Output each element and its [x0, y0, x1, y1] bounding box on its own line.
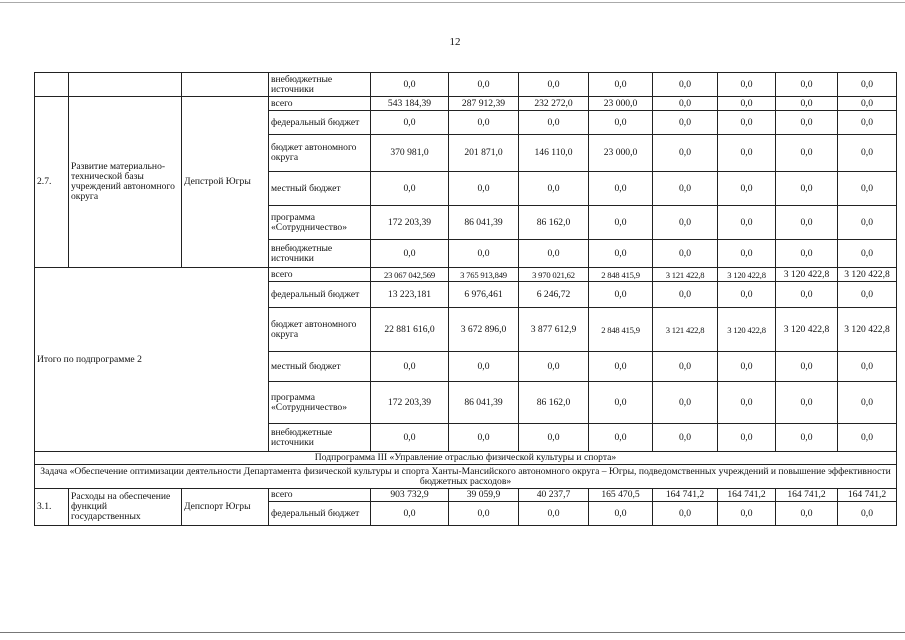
value-cell: 0,0 [653, 382, 718, 424]
value-cell: 0,0 [653, 352, 718, 382]
value-cell: 146 110,0 [519, 135, 589, 172]
value-cell: 3 121 422,8 [653, 308, 718, 352]
item-name: Развитие материально-технической базы учреждений автономного округа [69, 97, 182, 268]
value-cell: 0,0 [589, 206, 653, 240]
value-cell: 0,0 [449, 352, 519, 382]
value-cell: 0,0 [653, 240, 718, 268]
value-cell: 0,0 [519, 172, 589, 206]
value-cell: 0,0 [589, 111, 653, 135]
scan-line-top [0, 2, 905, 3]
value-cell: 40 237,7 [519, 489, 589, 502]
source-label: внебюджетные источники [269, 240, 371, 268]
total-sub2-name: Итого по подпрограмме 2 [35, 268, 269, 452]
value-cell: 165 470,5 [589, 489, 653, 502]
value-cell: 86 162,0 [519, 382, 589, 424]
value-cell: 0,0 [653, 172, 718, 206]
source-label: бюджет автономного округа [269, 135, 371, 172]
value-cell: 0,0 [653, 424, 718, 452]
task-text: Задача «Обеспечение оптимизации деятельности Департамента физической культуры и спорта Ханты-Мансийского автономного округа – Югры, подведомственных учреждений и повышение эффективности бюджетных расходов» [35, 465, 897, 489]
value-cell: 0,0 [589, 502, 653, 526]
value-cell: 0,0 [589, 240, 653, 268]
value-cell: 0,0 [838, 73, 897, 97]
value-cell: 0,0 [776, 73, 838, 97]
budget-table [34, 72, 897, 526]
value-cell: 0,0 [838, 206, 897, 240]
value-cell: 0,0 [653, 282, 718, 308]
value-cell: 0,0 [776, 97, 838, 111]
value-cell: 0,0 [718, 240, 776, 268]
empty-cell [69, 73, 182, 97]
value-cell: 23 000,0 [589, 97, 653, 111]
item-index: 3.1. [35, 489, 69, 526]
value-cell: 370 981,0 [371, 135, 449, 172]
value-cell: 201 871,0 [449, 135, 519, 172]
value-cell: 3 121 422,8 [653, 268, 718, 282]
value-cell: 0,0 [589, 424, 653, 452]
value-cell: 22 881 616,0 [371, 308, 449, 352]
value-cell: 0,0 [718, 382, 776, 424]
source-label: бюджет автономного округа [269, 308, 371, 352]
value-cell: 0,0 [653, 97, 718, 111]
value-cell: 0,0 [589, 382, 653, 424]
value-cell: 0,0 [838, 97, 897, 111]
value-cell: 287 912,39 [449, 97, 519, 111]
value-cell: 0,0 [718, 206, 776, 240]
value-cell: 0,0 [371, 424, 449, 452]
value-cell: 3 120 422,8 [718, 308, 776, 352]
value-cell: 0,0 [653, 206, 718, 240]
item-name: Расходы на обеспечение функций государственных [69, 489, 182, 526]
item-executor: Депспорт Югры [182, 489, 269, 526]
value-cell: 0,0 [449, 502, 519, 526]
value-cell: 0,0 [589, 73, 653, 97]
table-row [35, 73, 897, 97]
value-cell: 0,0 [519, 73, 589, 97]
source-label: всего [269, 268, 371, 282]
value-cell: 903 732,9 [371, 489, 449, 502]
value-cell: 0,0 [589, 352, 653, 382]
value-cell: 0,0 [718, 172, 776, 206]
empty-cell [35, 73, 69, 97]
source-label: местный бюджет [269, 352, 371, 382]
value-cell: 0,0 [718, 97, 776, 111]
value-cell: 0,0 [838, 111, 897, 135]
value-cell: 39 059,9 [449, 489, 519, 502]
value-cell: 0,0 [718, 73, 776, 97]
table-row [35, 268, 897, 282]
value-cell: 0,0 [838, 240, 897, 268]
value-cell: 0,0 [653, 135, 718, 172]
value-cell: 0,0 [718, 111, 776, 135]
value-cell: 3 672 896,0 [449, 308, 519, 352]
value-cell: 0,0 [449, 172, 519, 206]
value-cell: 0,0 [653, 111, 718, 135]
value-cell: 0,0 [838, 382, 897, 424]
value-cell: 0,0 [776, 240, 838, 268]
source-label: программа «Сотрудничество» [269, 206, 371, 240]
value-cell: 0,0 [838, 172, 897, 206]
value-cell: 0,0 [589, 282, 653, 308]
value-cell: 0,0 [838, 282, 897, 308]
value-cell: 0,0 [776, 172, 838, 206]
value-cell: 0,0 [519, 111, 589, 135]
table-row [35, 452, 897, 465]
table-row [35, 97, 897, 111]
value-cell: 13 223,181 [371, 282, 449, 308]
value-cell: 0,0 [519, 502, 589, 526]
value-cell: 0,0 [776, 424, 838, 452]
value-cell: 164 741,2 [838, 489, 897, 502]
source-label: местный бюджет [269, 172, 371, 206]
source-label: всего [269, 97, 371, 111]
value-cell: 164 741,2 [718, 489, 776, 502]
value-cell: 3 120 422,8 [838, 308, 897, 352]
value-cell: 0,0 [653, 502, 718, 526]
value-cell: 0,0 [776, 502, 838, 526]
value-cell: 232 272,0 [519, 97, 589, 111]
value-cell: 0,0 [776, 282, 838, 308]
item-index: 2.7. [35, 97, 69, 268]
item-executor: Депстрой Югры [182, 97, 269, 268]
empty-cell [182, 73, 269, 97]
subprogram-title: Подпрограмма III «Управление отраслью физической культуры и спорта» [35, 452, 897, 465]
value-cell: 0,0 [838, 135, 897, 172]
value-cell: 0,0 [371, 352, 449, 382]
value-cell: 0,0 [838, 352, 897, 382]
value-cell: 543 184,39 [371, 97, 449, 111]
source-label: всего [269, 489, 371, 502]
value-cell: 0,0 [519, 352, 589, 382]
value-cell: 172 203,39 [371, 382, 449, 424]
value-cell: 0,0 [371, 172, 449, 206]
value-cell: 23 067 042,569 [371, 268, 449, 282]
value-cell: 164 741,2 [776, 489, 838, 502]
value-cell: 3 120 422,8 [776, 268, 838, 282]
source-label: внебюджетные источники [269, 73, 371, 97]
value-cell: 164 741,2 [653, 489, 718, 502]
table-row [35, 489, 897, 502]
value-cell: 0,0 [718, 352, 776, 382]
value-cell: 0,0 [776, 111, 838, 135]
value-cell: 0,0 [653, 73, 718, 97]
value-cell: 3 120 422,8 [776, 308, 838, 352]
scan-line-bottom [0, 632, 905, 633]
value-cell: 6 246,72 [519, 282, 589, 308]
value-cell: 3 970 021,62 [519, 268, 589, 282]
value-cell: 0,0 [371, 111, 449, 135]
value-cell: 86 041,39 [449, 382, 519, 424]
value-cell: 0,0 [838, 502, 897, 526]
value-cell: 0,0 [449, 424, 519, 452]
value-cell: 172 203,39 [371, 206, 449, 240]
table-row [35, 465, 897, 489]
value-cell: 3 877 612,9 [519, 308, 589, 352]
value-cell: 0,0 [776, 382, 838, 424]
value-cell: 0,0 [718, 502, 776, 526]
value-cell: 0,0 [371, 502, 449, 526]
value-cell: 23 000,0 [589, 135, 653, 172]
value-cell: 0,0 [519, 240, 589, 268]
value-cell: 3 120 422,8 [718, 268, 776, 282]
value-cell: 0,0 [371, 73, 449, 97]
value-cell: 3 120 422,8 [838, 268, 897, 282]
value-cell: 6 976,461 [449, 282, 519, 308]
source-label: программа «Сотрудничество» [269, 382, 371, 424]
value-cell: 0,0 [589, 172, 653, 206]
value-cell: 0,0 [449, 111, 519, 135]
value-cell: 0,0 [776, 206, 838, 240]
value-cell: 2 848 415,9 [589, 268, 653, 282]
value-cell: 0,0 [838, 424, 897, 452]
value-cell: 0,0 [449, 73, 519, 97]
value-cell: 2 848 415,9 [589, 308, 653, 352]
value-cell: 0,0 [718, 282, 776, 308]
value-cell: 0,0 [519, 424, 589, 452]
value-cell: 0,0 [449, 240, 519, 268]
value-cell: 86 162,0 [519, 206, 589, 240]
value-cell: 3 765 913,849 [449, 268, 519, 282]
value-cell: 0,0 [718, 424, 776, 452]
page-number: 12 [449, 36, 461, 48]
source-label: федеральный бюджет [269, 282, 371, 308]
value-cell: 0,0 [776, 352, 838, 382]
value-cell: 0,0 [776, 135, 838, 172]
source-label: федеральный бюджет [269, 502, 371, 526]
source-label: федеральный бюджет [269, 111, 371, 135]
value-cell: 86 041,39 [449, 206, 519, 240]
value-cell: 0,0 [371, 240, 449, 268]
source-label: внебюджетные источники [269, 424, 371, 452]
value-cell: 0,0 [718, 135, 776, 172]
